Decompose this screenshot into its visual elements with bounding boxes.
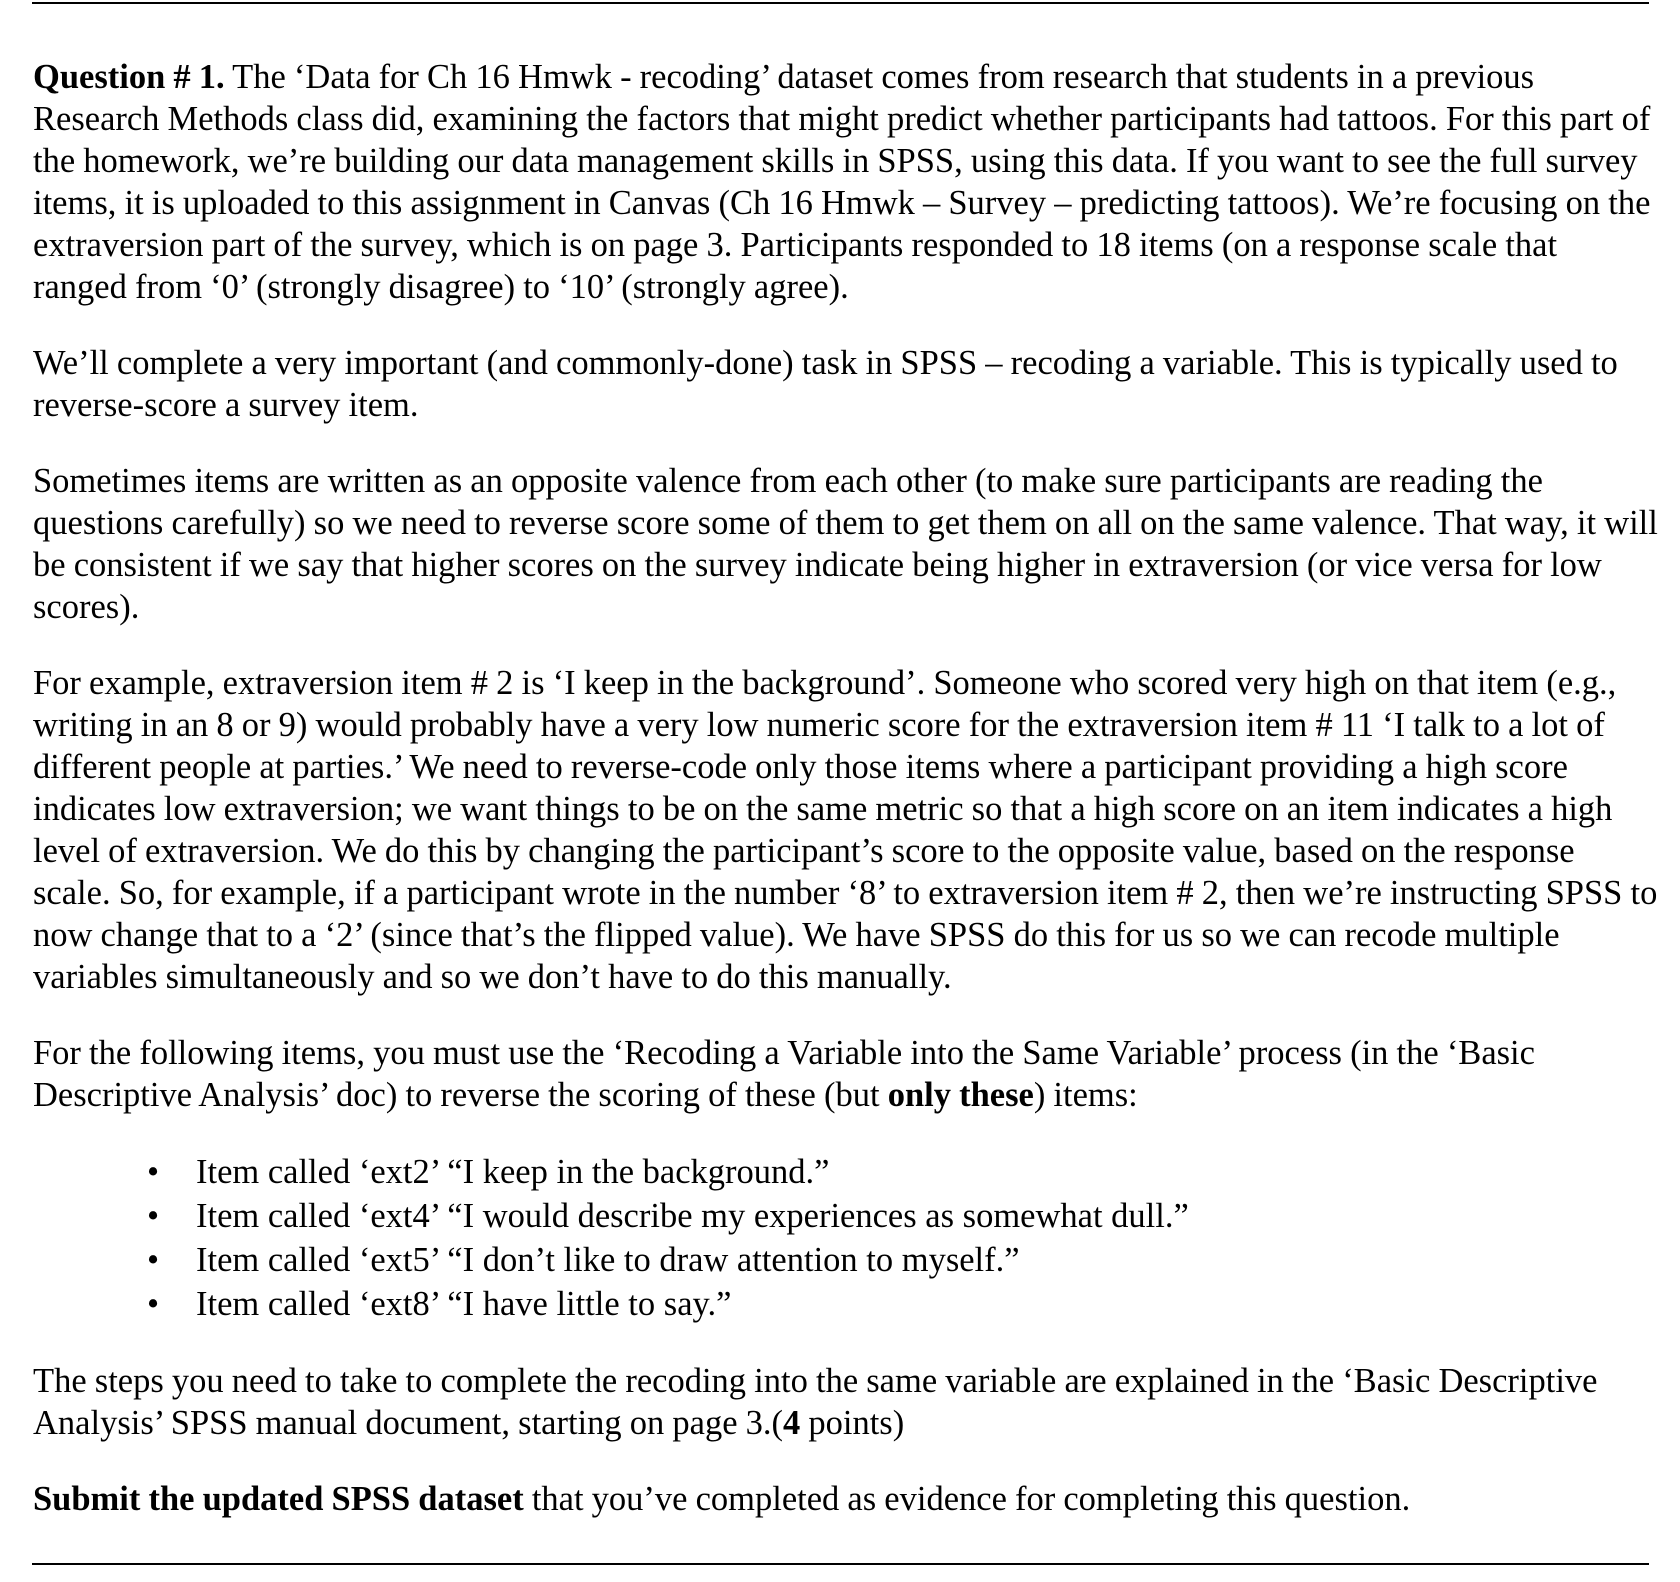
bullet-icon: •: [146, 1197, 160, 1235]
submission-paragraph: Submit the updated SPSS dataset that you’ve completed as evidence for completing this question.: [33, 1480, 1411, 1518]
valence-paragraph: Sometimes items are written as an opposite valence from each other (to make sure participants are reading the questions carefully) so we need to reverse score some of them to get them on all on the same valence. That way, it will be consistent if we say that higher scores on the survey indicate being higher in extraversion (or vice versa for low scores).: [33, 462, 1658, 626]
question-label: Question # 1.: [33, 58, 225, 96]
reverse-score-item-list: [33, 1150, 1658, 1326]
bullet-icon: •: [146, 1241, 160, 1279]
only-these-emphasis: only these: [887, 1076, 1034, 1114]
top-divider: [32, 2, 1649, 4]
bullet-icon: •: [146, 1153, 160, 1191]
points-value: 4: [783, 1404, 801, 1442]
list-item-text: Item called ‘ext4’ “I would describe my experiences as somewhat dull.”: [196, 1197, 1189, 1235]
recoding-paragraph: We’ll complete a very important (and commonly-done) task in SPSS – recoding a variable. This is typically used to reverse-score a survey item.: [33, 344, 1618, 424]
list-item: [33, 1238, 1658, 1282]
list-item-text: Item called ‘ext5’ “I don’t like to draw attention to myself.”: [196, 1241, 1020, 1279]
bullet-icon: •: [146, 1285, 160, 1323]
question-intro-paragraph: [33, 56, 1658, 308]
example-paragraph: For example, extraversion item # 2 is ‘I keep in the background’. Someone who scored very high on that item (e.g., writing in an 8 or 9) would probably have a very low numeric score for the extraversion item # 11 ‘I talk to a lot of different people at parties.’ We need to reverse-code only those items where a participant providing a high score indicates low extraversion; we want things to be on the same metric so that a high score on an item indicates a high level of extraversion. We do this by changing the participant’s score to the opposite value, based on the response scale. So, for example, if a participant wrote in the number ‘8’ to extraversion item # 2, then we’re instructing SPSS to now change that to a ‘2’ (since that’s the flipped value). We have SPSS do this for us so we can recode multiple variables simultaneously and so we don’t have to do this manually.: [33, 664, 1658, 996]
question-body: [33, 56, 1658, 1520]
list-item-text: Item called ‘ext2’ “I keep in the background.”: [196, 1153, 830, 1191]
list-item-text: Item called ‘ext8’ “I have little to say.”: [196, 1285, 732, 1323]
list-item: [33, 1194, 1658, 1238]
bottom-divider: [32, 1563, 1649, 1565]
list-item: [33, 1150, 1658, 1194]
submit-instruction: Submit the updated SPSS dataset: [33, 1480, 524, 1518]
instructions-paragraph: For the following items, you must use the ‘Recoding a Variable into the Same Variable’ process (in the ‘Basic Descriptive Analysis’ doc) to reverse the scoring of these (but only these) items:: [33, 1034, 1535, 1114]
list-item: [33, 1282, 1658, 1326]
question-intro-text: The ‘Data for Ch 16 Hmwk - recoding’ dataset comes from research that students in a previous Research Methods class did, examining the factors that might predict whether participants had tattoos. For this part of the homework, we’re building our data management skills in SPSS, using this data. If you want to see the full survey items, it is uploaded to this assignment in Canvas (Ch 16 Hmwk – Survey – predicting tattoos). We’re focusing on the extraversion part of the survey, which is on page 3. Participants responded to 18 items (on a response scale that ranged from ‘0’ (strongly disagree) to ‘10’ (strongly agree).: [33, 58, 1651, 306]
steps-paragraph: The steps you need to take to complete the recoding into the same variable are explained in the ‘Basic Descriptive Analysis’ SPSS manual document, starting on page 3.(4 points): [33, 1362, 1598, 1442]
